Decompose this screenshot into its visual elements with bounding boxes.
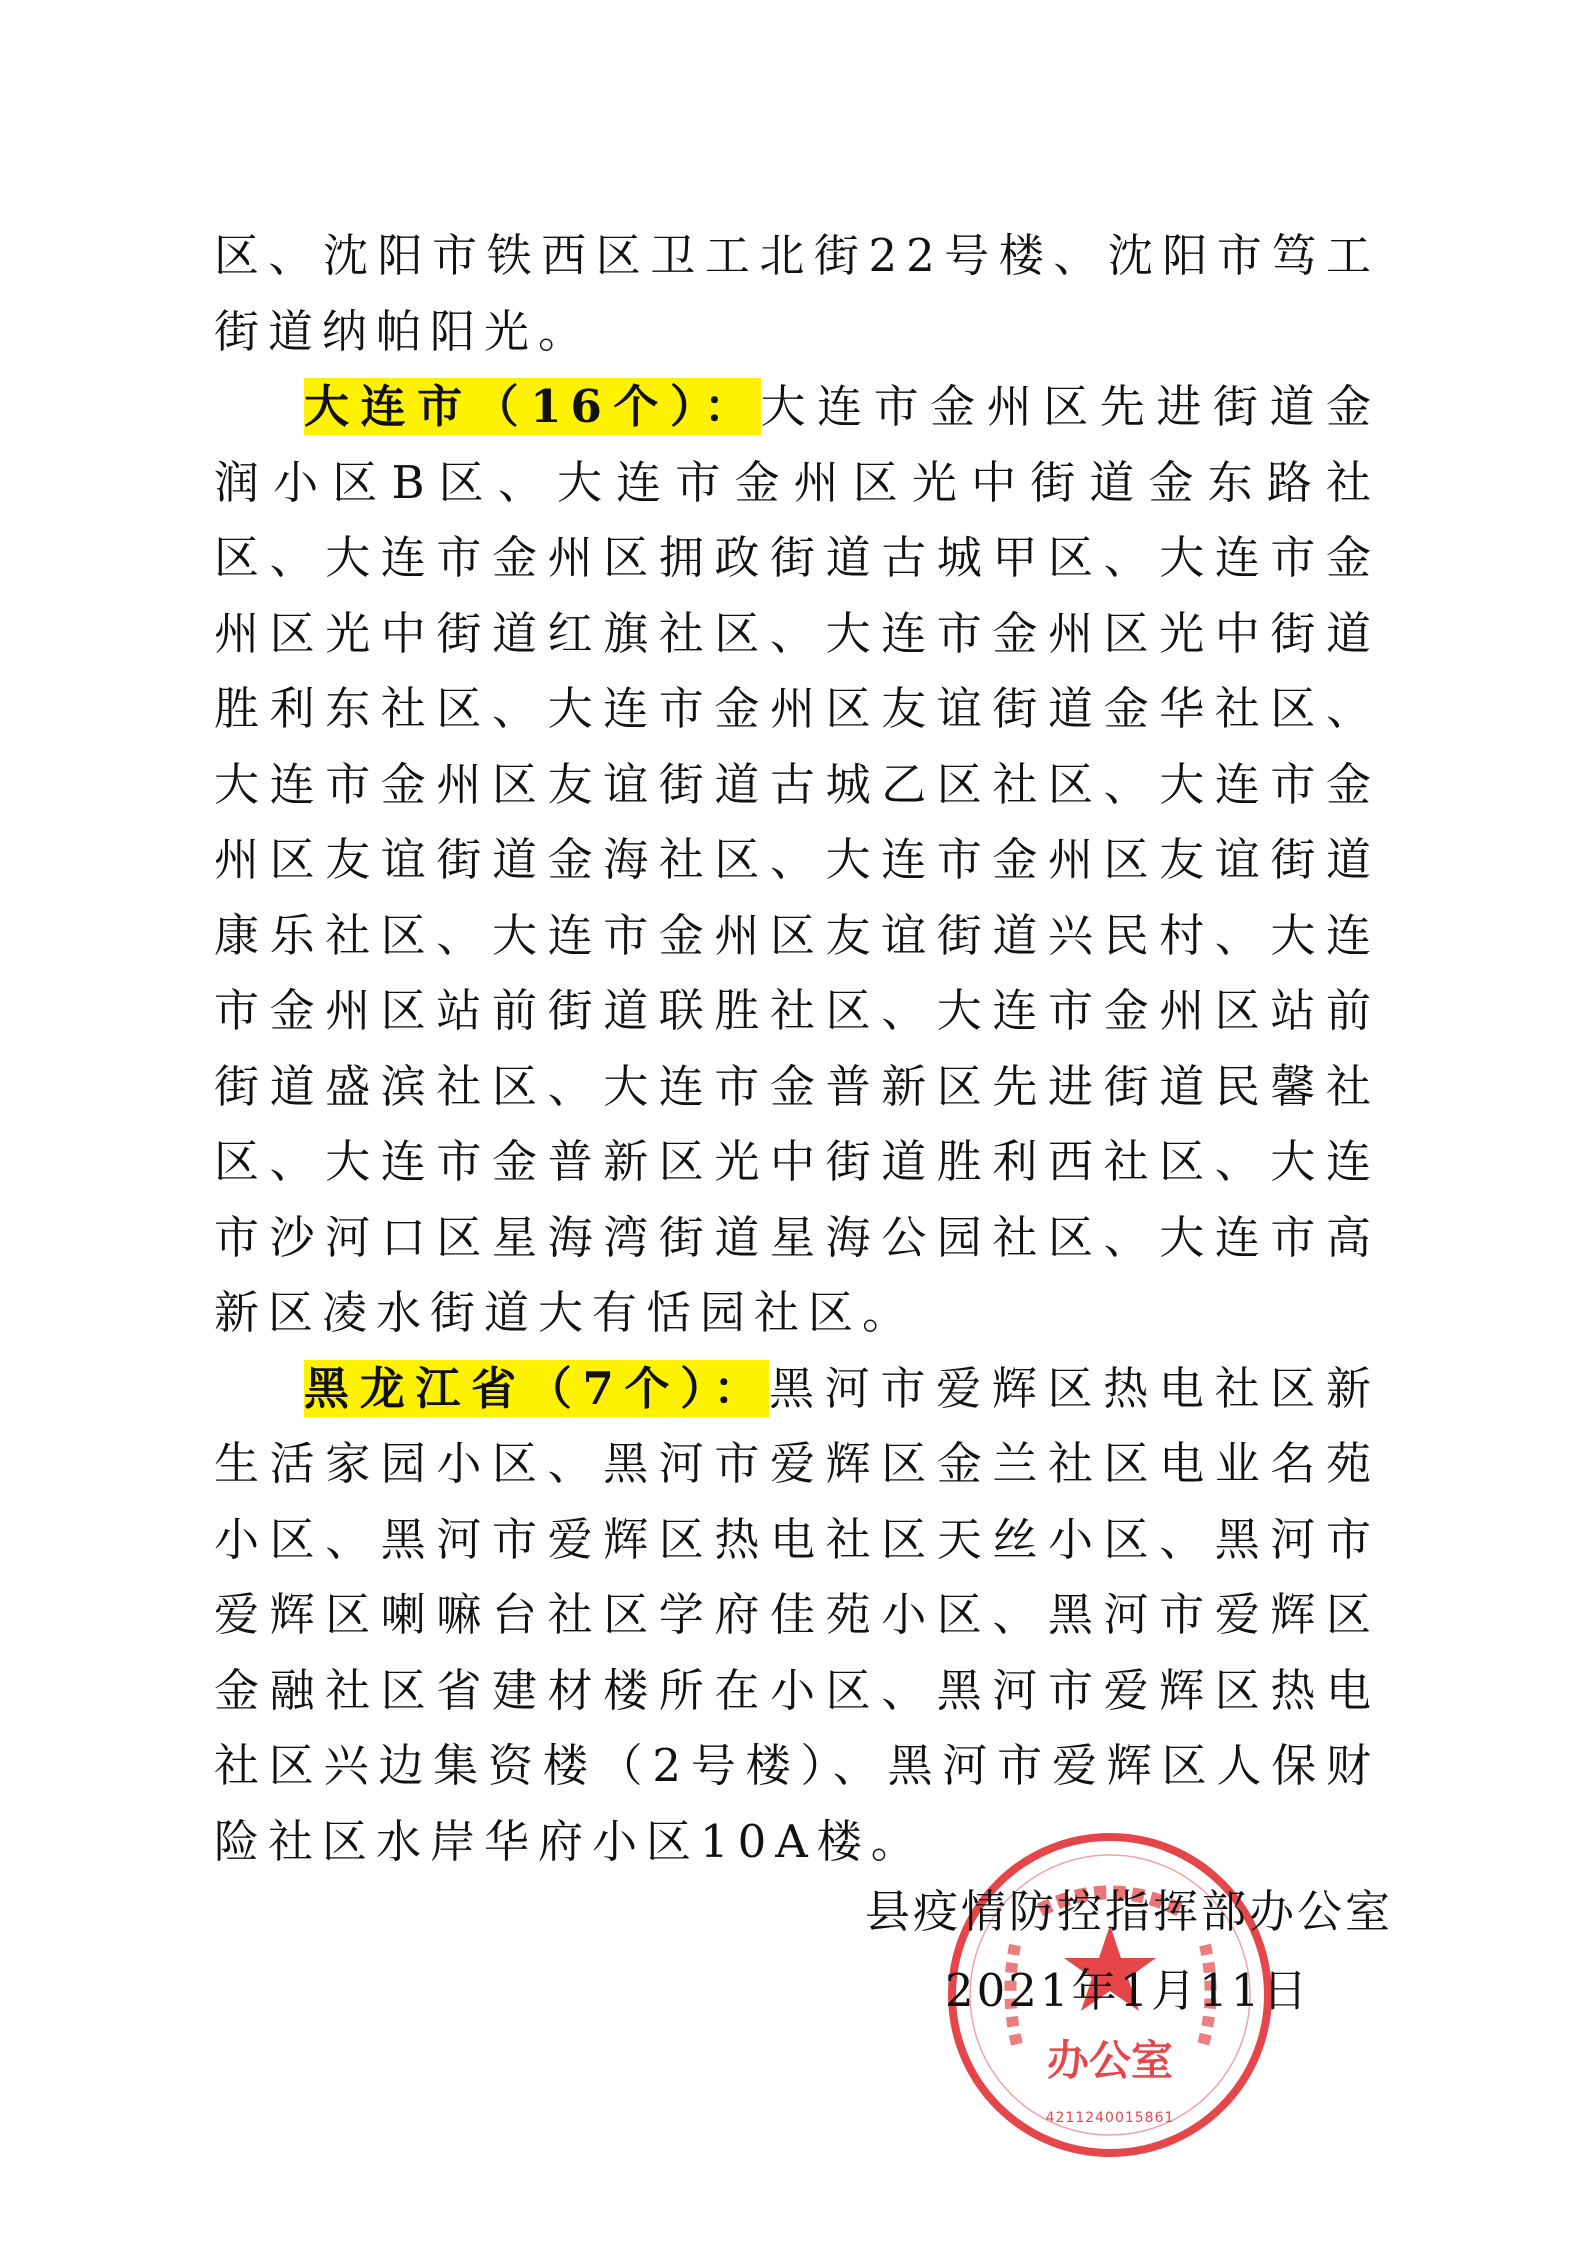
signature-office: 县疫情防控指挥部办公室 — [865, 1885, 1394, 1938]
paragraph-heilongjiang — [214, 1351, 1380, 1880]
signature-date: 2021年1月11日 — [945, 1964, 1311, 2017]
dalian-heading: 大连市（16个）： — [304, 380, 761, 433]
paragraph-dalian — [214, 369, 1380, 1351]
dalian-text: 大连市金州区先进街道金润小区B区、大连市金州区光中街道金东路社区、大连市金州区拥政街道古城甲区、大连市金州区光中街道红旗社区、大连市金州区光中街道胜利东社区、大连市金州区友谊街道金华社区、大连市金州区友谊街道古城乙区社区、大连市金州区友谊街道金海社区、大连市金州区友谊街道康乐社区、大连市金州区友谊街道兴民村、大连市金州区站前街道联胜社区、大连市金州区站前街道盛滨社区、大连市金普新区先进街道民馨社区、大连市金普新区光中街道胜利西社区、大连市沙河口区星海湾街道星海公园社区、大连市高新区凌水街道大有恬园社区。 — [214, 380, 1380, 1339]
seal-center-text: 办公室 — [1046, 2036, 1174, 2085]
heilongjiang-heading: 黑龙江省（7个）： — [304, 1361, 770, 1415]
document-body — [214, 218, 1380, 1879]
seal-number: 4211240015861 — [1045, 2110, 1175, 2126]
paragraph-shenyang-continuation: 区、沈阳市铁西区卫工北街22号楼、沈阳市笃工街道纳帕阳光。 — [214, 229, 1380, 358]
heilongjiang-text: 黑河市爱辉区热电社区新生活家园小区、黑河市爱辉区金兰社区电业名苑小区、黑河市爱辉区热电社区天丝小区、黑河市爱辉区喇嘛台社区学府佳苑小区、黑河市爱辉区金融社区省建材楼所在小区、黑河市爱辉区热电社区兴边集资楼（2号楼）、黑河市爱辉区人保财险社区水岸华府小区10A楼。 — [214, 1361, 1380, 1868]
